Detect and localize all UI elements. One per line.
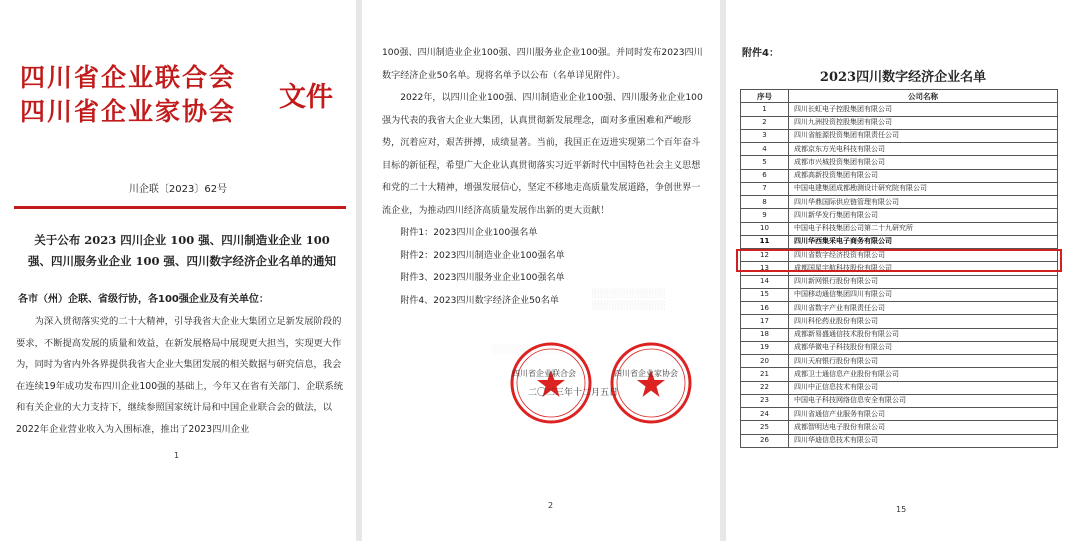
- table-row: [741, 302, 1058, 315]
- row-number: 24: [741, 408, 789, 421]
- issue-date: 二〇二三年十二月五日: [528, 388, 619, 398]
- company-name: 四川省数字产业有限责任公司: [789, 302, 1058, 315]
- row-number: 11: [741, 235, 789, 248]
- page2-paragraph-2: 2022年，以四川企业100强、四川制造业企业100强、四川服务业企业100强为代表的我省大企业大集团，认真贯彻新发展理念，面对多重困难和严峻形势，沉着应对，艰苦拼搏，成绩显著。当前，我国正在迈进实现第二个百年奋斗目标的新征程，希望广大企业认真贯彻落实习近平新时代中国特色社会主义思想和党的二十大精神，增强发展信心，坚定不移地走高质量发展道路，争创世界一流企业，为推动四川经济高质量发展作出新的更大贡献！: [382, 93, 703, 216]
- page-number: 15: [896, 505, 907, 514]
- official-seal: [608, 340, 694, 426]
- page2-text: [382, 42, 706, 312]
- notice-title: 关于公布 2023 四川企业 100 强、四川制造业企业 100 强、四川服务业企业 100 强、四川数字经济企业名单的通知: [27, 233, 336, 268]
- table-header-row: [741, 90, 1058, 103]
- table-row: [741, 196, 1058, 209]
- header-org-1: 四川省企业联合会: [20, 63, 237, 92]
- table-row: [741, 355, 1058, 368]
- table-row: [741, 143, 1058, 156]
- row-number: 25: [741, 421, 789, 434]
- document-number: 川企联〔2023〕62号: [128, 184, 228, 195]
- column-header-name: 公司名称: [789, 90, 1058, 103]
- official-seal: [508, 340, 594, 426]
- notice-body: 为深入贯彻落实党的二十大精神，引导我省大企业大集团立足新发展阶段的要求，不断提高发展的质量和效益，在新发展格局中展现更大担当，实现更大作为，同时为省内外各界提供我省大企业大集团发展的相关数据与研究信息，我会在连续19年成功发布四川企业100强的基础上，今年又在省有关部门、企联系统和有关企业的大力支持下，继续参照国家统计局和中国企业联合会的做法，以2022年企业营业收入为入围标准，推出了2023四川企业: [16, 316, 344, 435]
- table-row: [741, 116, 1058, 129]
- company-name: 四川省能源投资集团有限责任公司: [789, 129, 1058, 142]
- company-name: 四川科伦药业股份有限公司: [789, 315, 1058, 328]
- row-number: 19: [741, 341, 789, 354]
- row-number: 20: [741, 355, 789, 368]
- company-name: 成都新易盛通信技术股份有限公司: [789, 328, 1058, 341]
- table-row: [741, 408, 1058, 421]
- header-org-2: 四川省企业家协会: [20, 97, 237, 126]
- table-row: [741, 275, 1058, 288]
- company-name: 中国移动通信集团四川有限公司: [789, 288, 1058, 301]
- row-number: 26: [741, 434, 789, 447]
- row-number: 10: [741, 222, 789, 235]
- company-name: 四川长虹电子控股集团有限公司: [789, 103, 1058, 116]
- salutation: 各市（州）企联、省级行协，各100强企业及有关单位：: [18, 294, 269, 305]
- row-number: 9: [741, 209, 789, 222]
- table-row: [741, 209, 1058, 222]
- row-number: 2: [741, 116, 789, 129]
- page-number: 1: [174, 451, 180, 460]
- row-number: 15: [741, 288, 789, 301]
- company-name: 成都智明达电子股份有限公司: [789, 421, 1058, 434]
- column-header-no: 序号: [741, 90, 789, 103]
- company-name: 成都高新投资集团有限公司: [789, 169, 1058, 182]
- row-number: 1: [741, 103, 789, 116]
- row-number: 7: [741, 182, 789, 195]
- row-number: 6: [741, 169, 789, 182]
- company-name: 成都国星宇航科技股份有限公司: [789, 262, 1058, 275]
- company-name: 四川中正信息技术有限公司: [789, 381, 1058, 394]
- row-number: 5: [741, 156, 789, 169]
- signatory-left: 四川省企业联合会: [512, 369, 576, 378]
- table-row: [741, 129, 1058, 142]
- red-divider: [14, 206, 346, 209]
- page-number: 2: [548, 501, 554, 510]
- row-number: 13: [741, 262, 789, 275]
- table-row: [741, 434, 1058, 447]
- company-name: 中国电子科技网络信息安全有限公司: [789, 394, 1058, 407]
- company-name: 中国电子科技集团公司第二十九研究所: [789, 222, 1058, 235]
- table-row: [741, 235, 1058, 248]
- signatory-right: 四川省企业家协会: [614, 369, 678, 378]
- row-number: 16: [741, 302, 789, 315]
- company-name: 中国电建集团成都勘测设计研究院有限公司: [789, 182, 1058, 195]
- company-name: 四川华西集采电子商务有限公司: [789, 235, 1058, 248]
- table-row: [741, 341, 1058, 354]
- document-page-1: [0, 0, 356, 541]
- highlight-box: [736, 249, 1062, 272]
- table-row: [741, 182, 1058, 195]
- company-name: 四川省数字经济投资有限公司: [789, 249, 1058, 262]
- table-row: [741, 368, 1058, 381]
- table-row: [741, 394, 1058, 407]
- attachment-item: 附件2：2023四川制造业企业100强名单: [400, 250, 565, 261]
- table-row: [741, 328, 1058, 341]
- row-number: 21: [741, 368, 789, 381]
- company-name: 四川新华发行集团有限公司: [789, 209, 1058, 222]
- row-number: 12: [741, 249, 789, 262]
- table-row: [741, 156, 1058, 169]
- company-name: 四川华迪信息技术有限公司: [789, 434, 1058, 447]
- document-page-3: [726, 0, 1080, 541]
- red-header: [20, 58, 340, 130]
- company-name: 四川九洲投资控股集团有限公司: [789, 116, 1058, 129]
- table-row: [741, 315, 1058, 328]
- company-name: 四川省通信产业服务有限公司: [789, 408, 1058, 421]
- list-title: 2023四川数字经济企业名单: [819, 70, 987, 85]
- attachment-item: 附件1：2023四川企业100强名单: [400, 228, 538, 238]
- company-name: 四川新网银行股份有限公司: [789, 275, 1058, 288]
- table-row: [741, 288, 1058, 301]
- company-name: 成都市兴城投资集团有限公司: [789, 156, 1058, 169]
- document-page-2: [362, 0, 720, 541]
- company-name: 四川天府银行股份有限公司: [789, 355, 1058, 368]
- row-number: 14: [741, 275, 789, 288]
- row-number: 17: [741, 315, 789, 328]
- bleed-through-text: ░░░░░░░░░░░░░░: [492, 345, 579, 354]
- attachment-item: 附件4、2023四川数字经济企业50名单: [400, 295, 559, 306]
- table-row: [741, 169, 1058, 182]
- row-number: 18: [741, 328, 789, 341]
- row-number: 4: [741, 143, 789, 156]
- page2-paragraph-1: 100强、四川制造业企业100强、四川服务业企业100强。并同时发布2023四川数字经济企业50名单。现将名单予以公布（名单详见附件）。: [382, 48, 703, 81]
- company-name: 四川华鼎国际供应链管理有限公司: [789, 196, 1058, 209]
- table-row: [741, 421, 1058, 434]
- bleed-through-text: ░░░░░░░░░░░░ ░░░░░░░░░░░░: [592, 289, 666, 310]
- row-number: 8: [741, 196, 789, 209]
- table-row: [741, 103, 1058, 116]
- row-number: 22: [741, 381, 789, 394]
- attachment-item: 附件3、2023四川服务业企业100强名单: [400, 273, 565, 283]
- header-suffix: 文件: [279, 82, 333, 113]
- table-row: [741, 222, 1058, 235]
- row-number: 3: [741, 129, 789, 142]
- company-name: 成都华微电子科技股份有限公司: [789, 341, 1058, 354]
- table-row: [741, 381, 1058, 394]
- company-name: 成都卫士通信息产业股份有限公司: [789, 368, 1058, 381]
- company-name: 成都京东方光电科技有限公司: [789, 143, 1058, 156]
- attachment-label: 附件4：: [742, 48, 779, 59]
- row-number: 23: [741, 394, 789, 407]
